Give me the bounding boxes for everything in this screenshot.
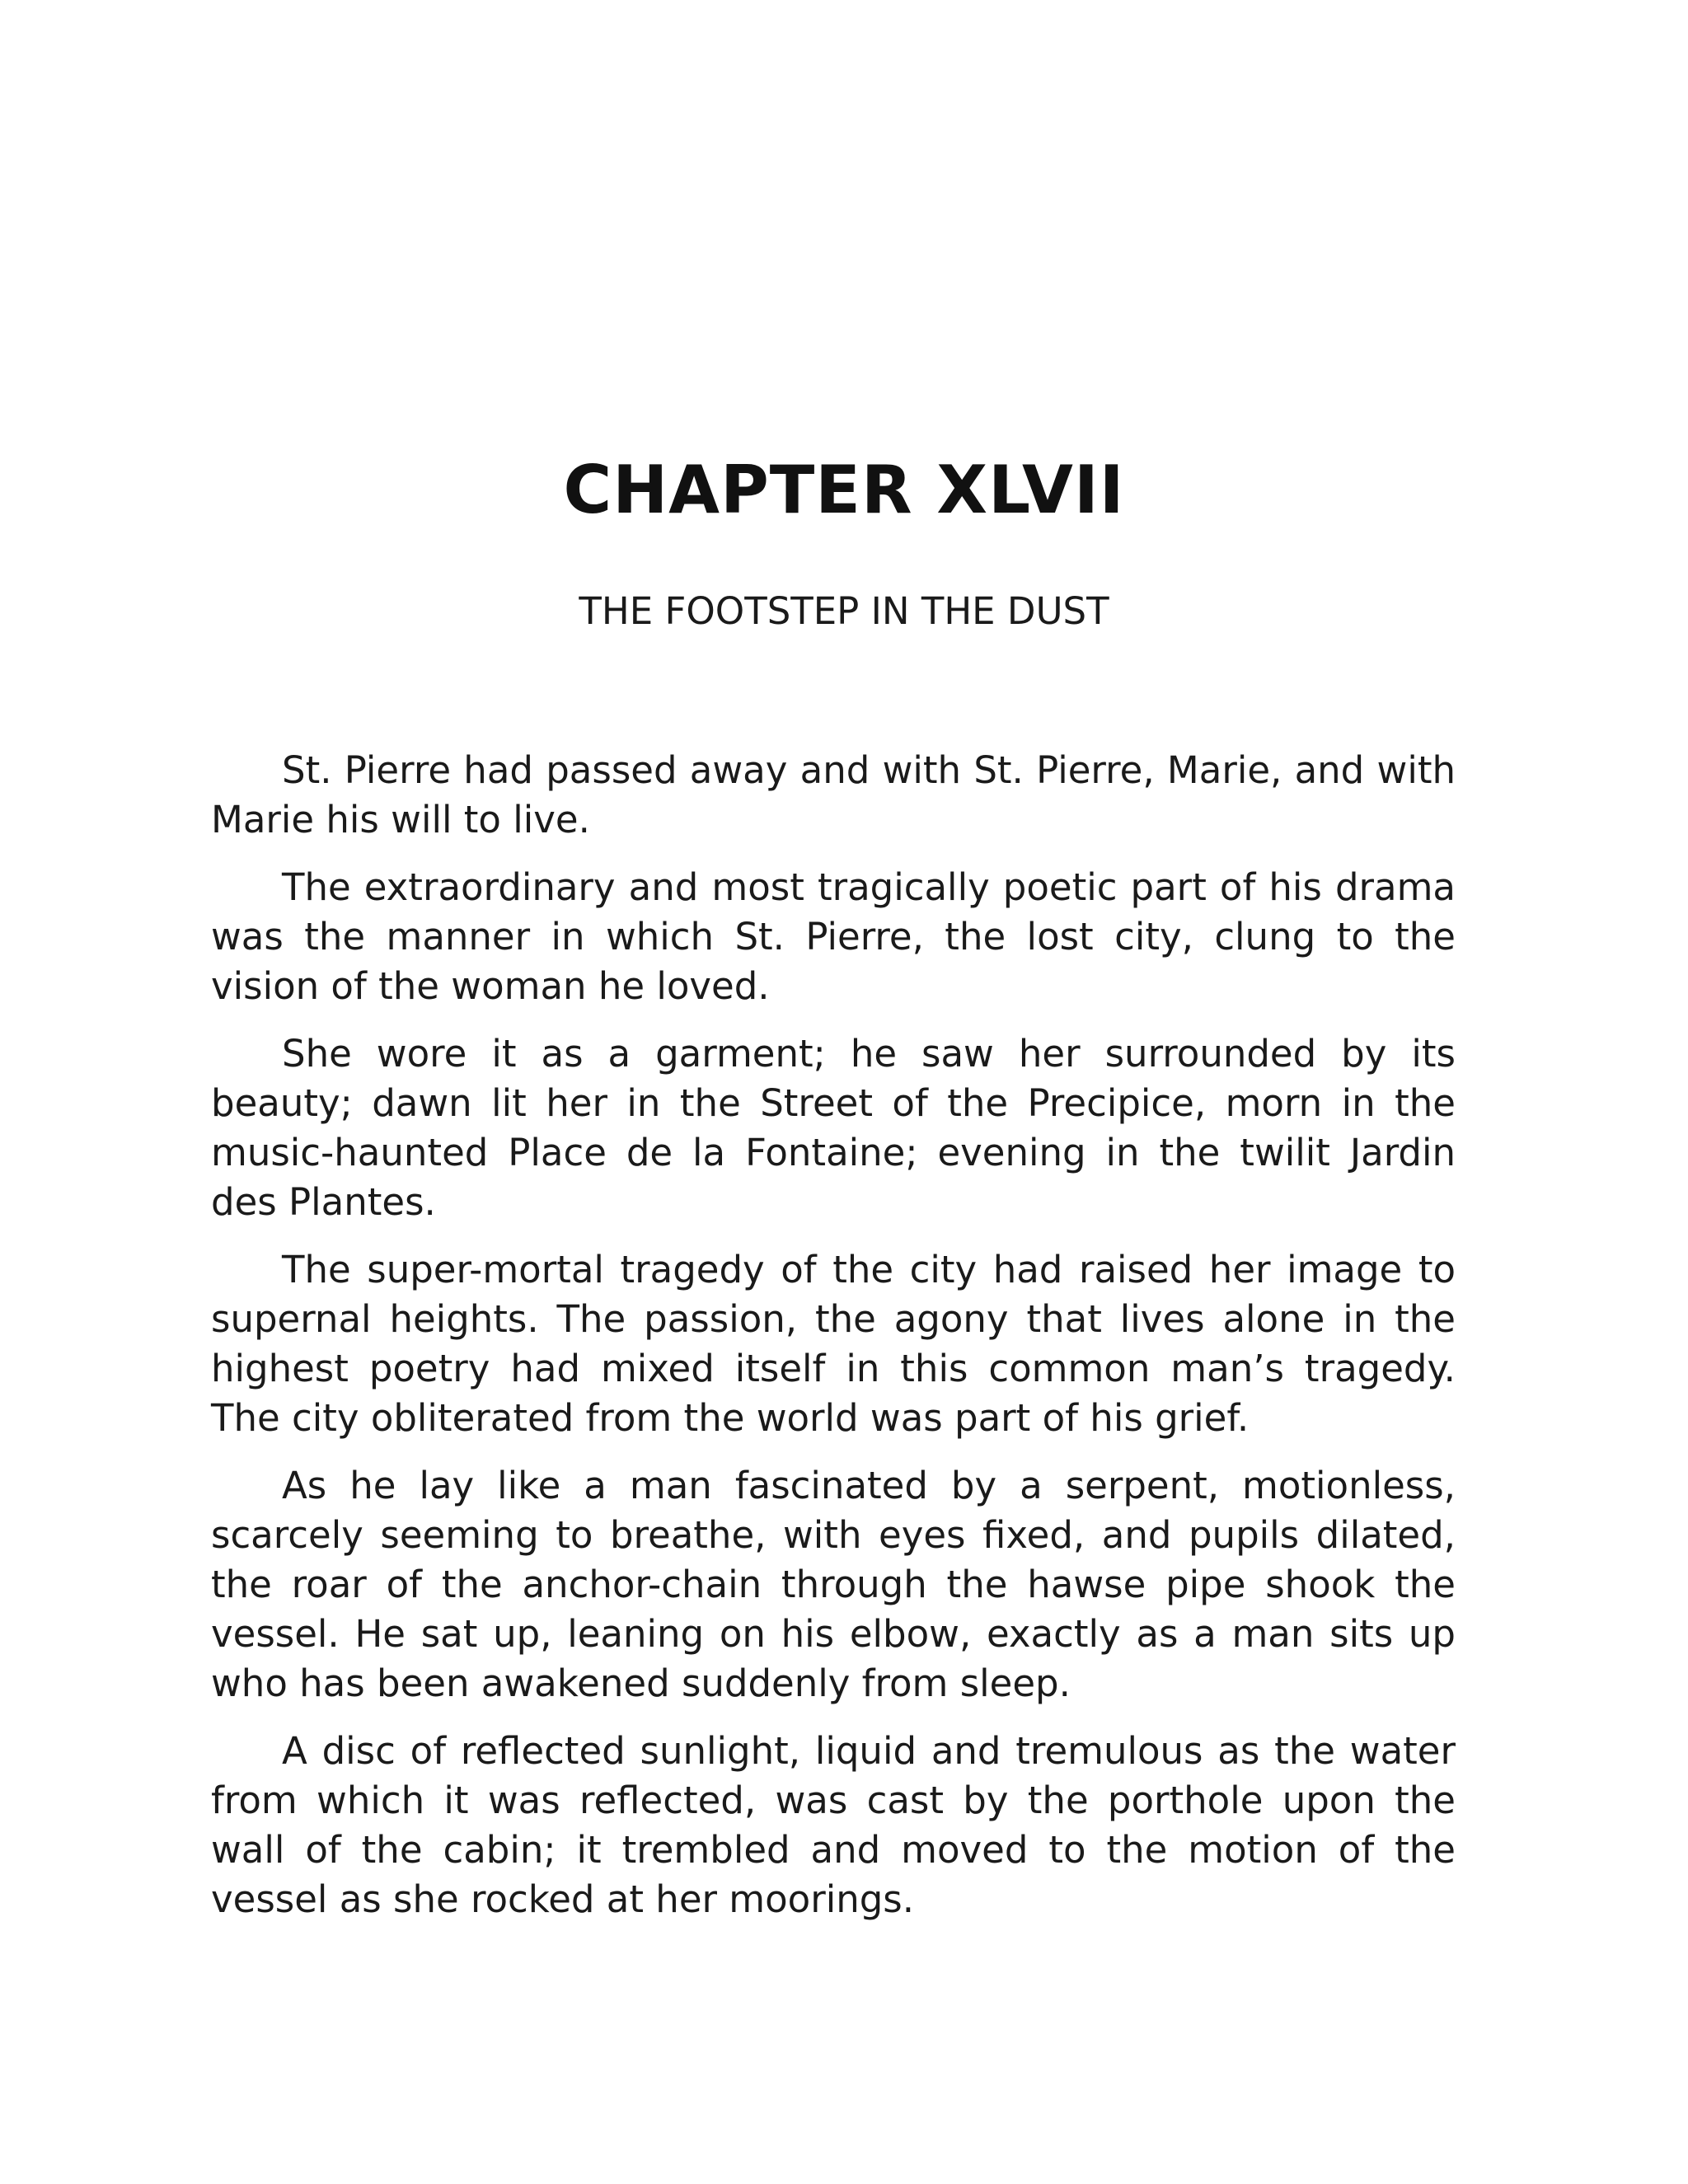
- chapter-subtitle: THE FOOTSTEP IN THE DUST: [579, 589, 1109, 633]
- paragraph: She wore it as a garment; he saw her surrounded by its beauty; dawn lit her in the Street of the Precipice, morn in the music-haunted Place de la Fontaine; evening in the twilit Jardin des Plantes.: [211, 1032, 1456, 1224]
- paragraph: A disc of reflected sunlight, liquid and tremulous as the water from which it was reflected, was cast by the porthole upon the wall of the cabin; it trembled and moved to the motion of the vessel as she rocked at her moorings.: [211, 1729, 1456, 1921]
- paragraph: The super-mortal tragedy of the city had raised her image to supernal heights. The passion, the agony that lives alone in the highest poetry had mixed itself in this common man’s tragedy. The city obliterated from the world was part of his grief.: [211, 1248, 1456, 1440]
- paragraph: As he lay like a man fascinated by a serpent, motionless, scarcely seeming to breathe, with eyes fixed, and pupils dilated, the roar of the anchor-chain through the hawse pipe shook the vessel. He sat up, leaning on his elbow, exactly as a man sits up who has been awakened suddenly from sleep.: [211, 1464, 1456, 1705]
- chapter-body: [211, 746, 1456, 1943]
- paragraph: St. Pierre had passed away and with St. Pierre, Marie, and with Marie his will to live.: [211, 748, 1456, 841]
- paragraph: The extraordinary and most tragically poetic part of his drama was the manner in which St. Pierre, the lost city, clung to the vision of the woman he loved.: [211, 865, 1456, 1008]
- chapter-title: CHAPTER XLVII: [563, 452, 1125, 528]
